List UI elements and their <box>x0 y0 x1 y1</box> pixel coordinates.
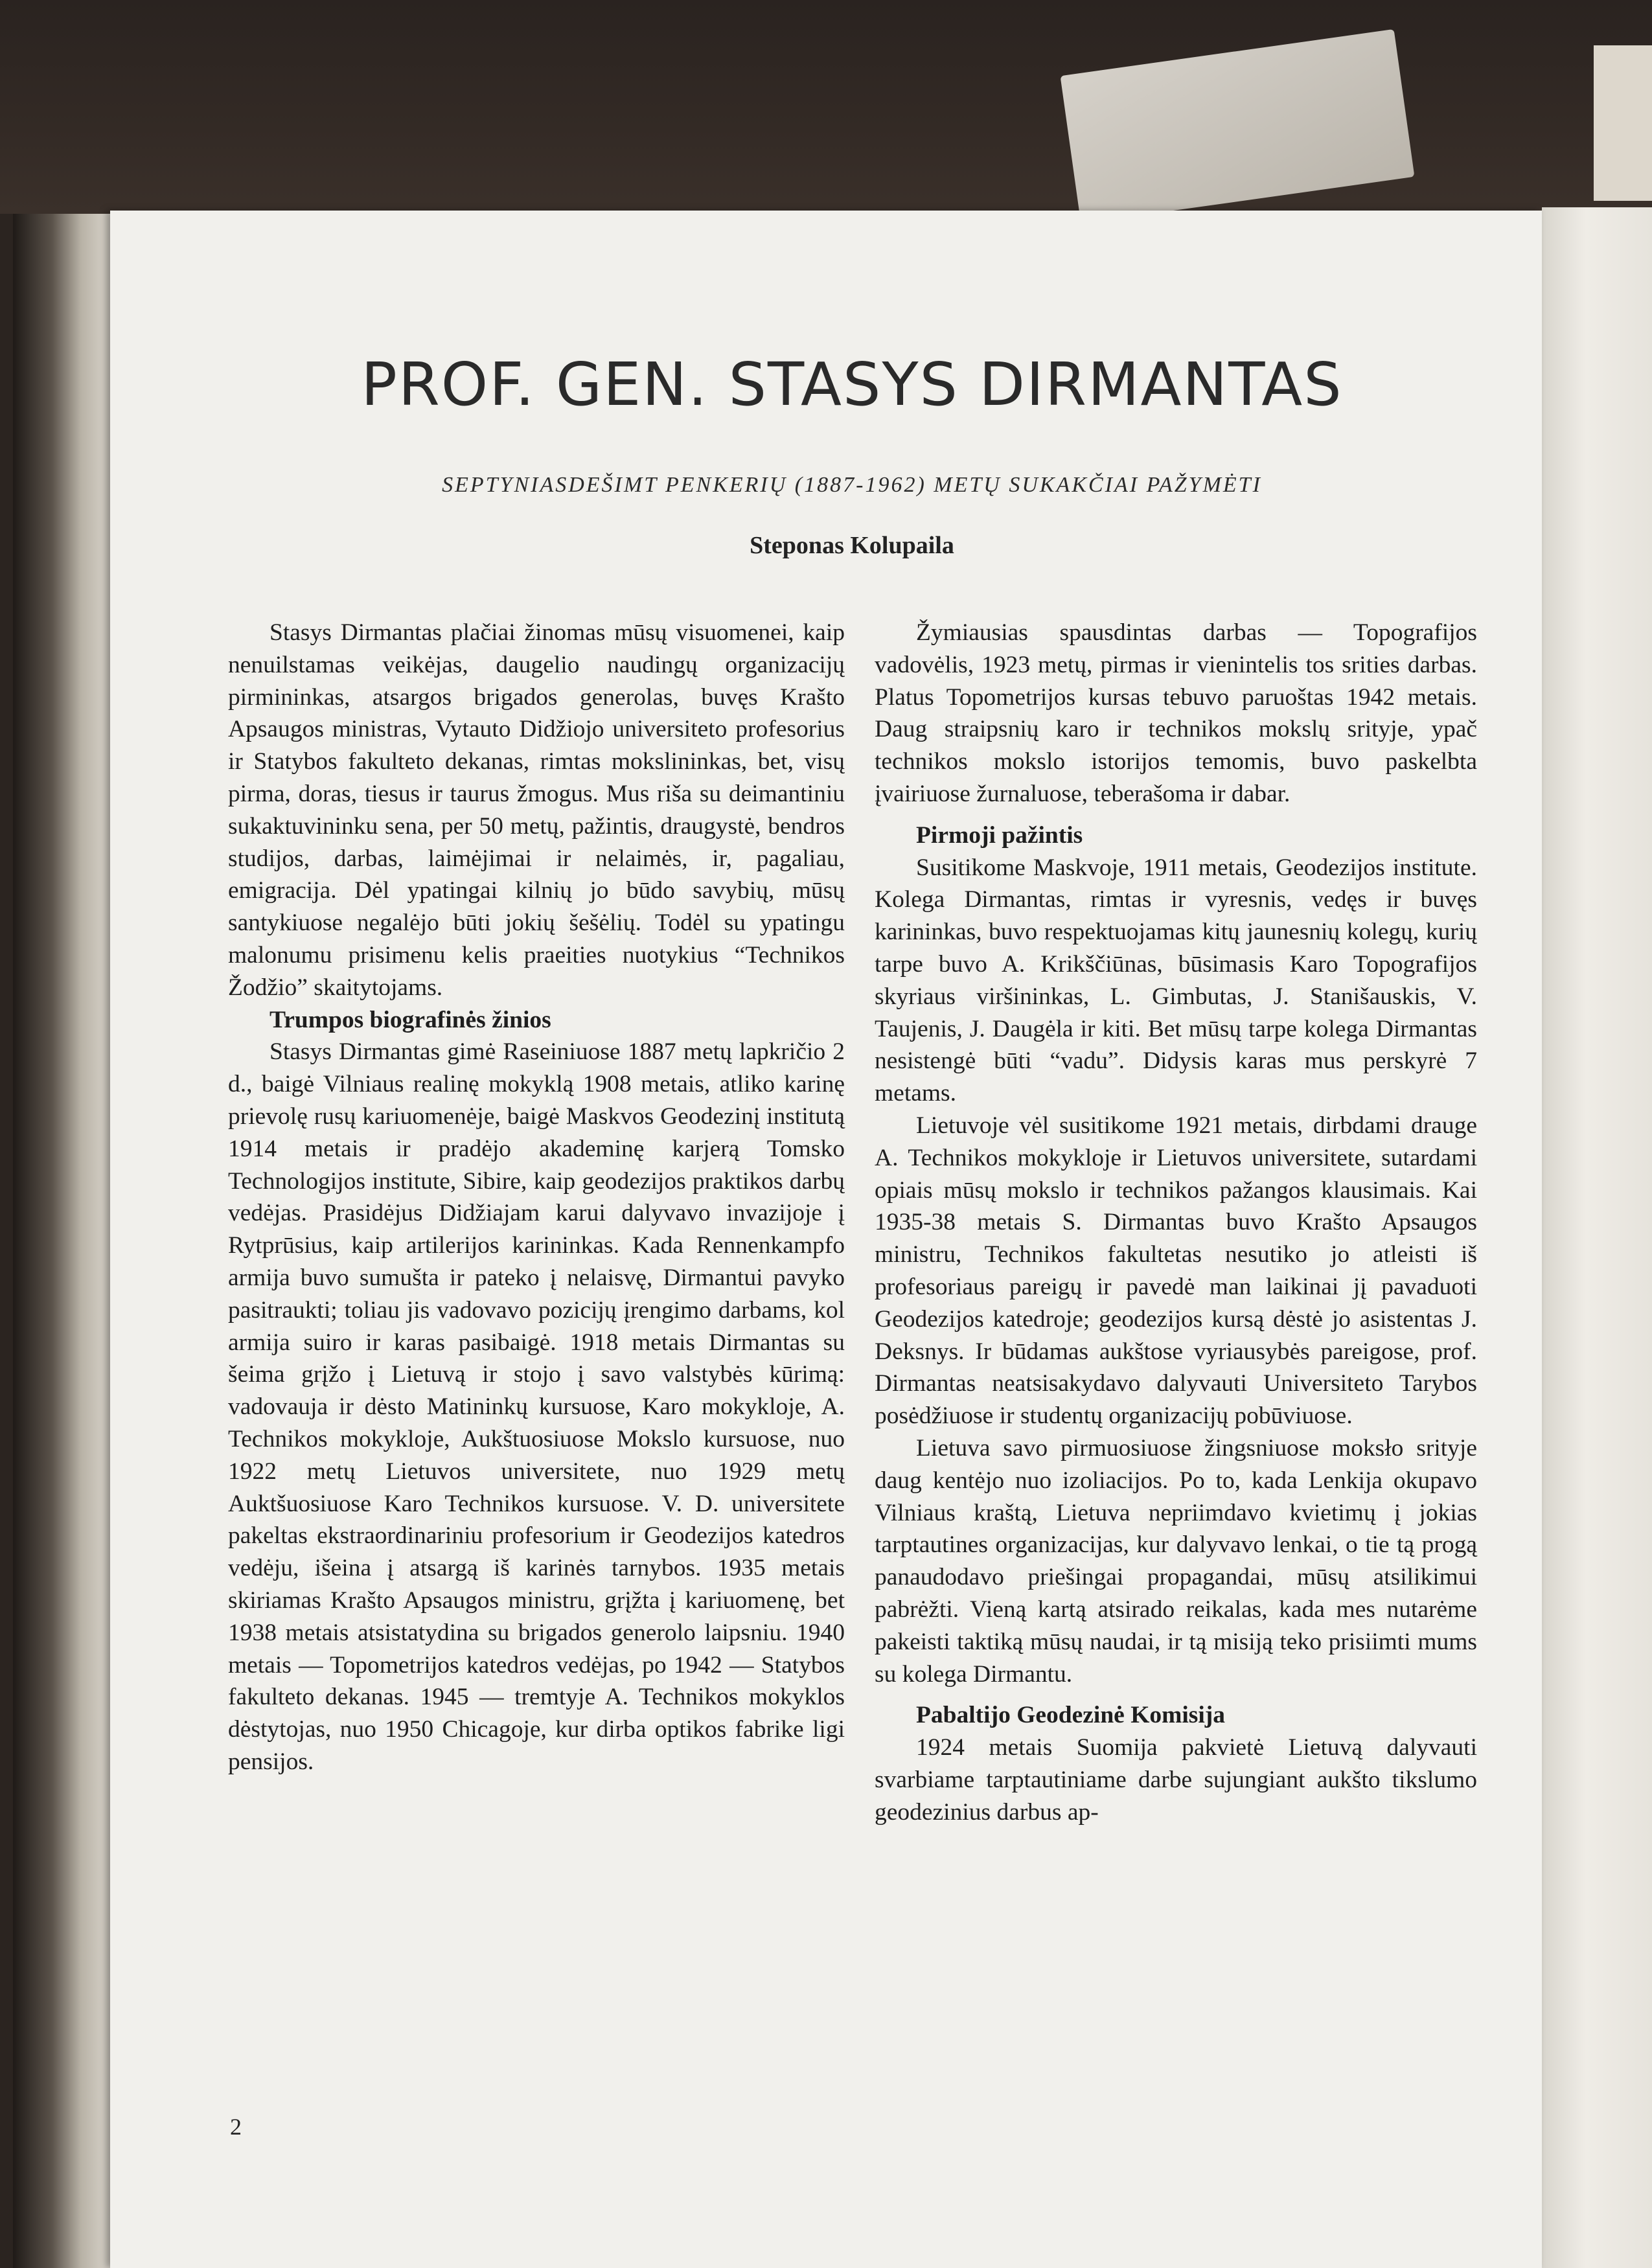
paragraph: Lietuva savo pirmuosiuose žingsniuose moksło srityje daug kentėjo nuo izoliacijos. Po to, kada Lenkija okupavo Vilniaus kraštą, Lietuva nepriimdavo kvietimų į jokias tarptautines organizacijas, kur dalyvavo lenkai, o tie tą progą panaudodavo priešingai propagandai, mūsų atsilikimui pabrėžti. Vieną kartą atsirado reikalas, kada mes nutarėme pakeisti taktiką mūsų naudai, ir tą misiją teko prisiimti mums su kolega Dirmantu. <box>875 1434 1477 1688</box>
article-title: PROF. GEN. STASYS DIRMANTAS <box>361 350 1343 419</box>
paragraph: Stasys Dirmantas gimė Raseiniuose 1887 metų lapkričio 2 d., baigė Vilniaus realinę mokyklą 1908 metais, atliko karinę prievolę rusų kariuomenėje, baigė Maskvos Geodezinį institutą 1914 metais ir pradėjo akademinę karjerą Tomsko Technologijos institute, Sibire, kaip geodezijos praktikos darbų vedėjas. Prasidėjus Didžiajam karui dalyvavo invazijoje į Rytprūsius, kaip artilerijos karininkas. Kada Rennenkampfo armija buvo sumušta ir pateko į nelaisvę, Dirmantui pavyko pasitraukti; toliau jis vadovavo pozicijų įrengimo darbams, kol armija suiro ir karas pasibaigė. 1918 metais Dirmantas su šeima grįžo į Lietuvą ir stojo į savo valstybės kūrimą: vadovauja ir dėsto Matininkų kursuose, Karo mokykloje, A. Technikos mokykloje, Aukštuosiuose Mokslo kursuose, nuo 1922 metų Lietuvos universitete, nuo 1929 metų Auktšuosiuose Karo Technikos kursuose. V. D. universitete pakeltas ekstraordinariniu profesorium ir Geodezijos katedros vedėju, išeina į atsargą iš karinės tarnybos. 1935 metais skiriamas Krašto Apsaugos ministru, grįžta į kariuomenę, bet 1938 metais atsistatydina su brigados generolo laipsniu. 1940 metais — Topometrijos katedros vedėjas, po 1942 — Statybos fakulteto dekanas. 1945 — tremtyje A. Technikos mokyklos dėstytojas, nuo 1950 Chicagoje, kur dirba optikos fabrike ligi pensijos. <box>228 1038 845 1775</box>
facing-page-edge <box>1542 207 1652 2268</box>
left-column <box>228 617 845 1778</box>
section-heading: Pirmoji pažintis <box>916 821 1083 849</box>
paragraph: Žymiausias spausdintas darbas — Topografijos vadovėlis, 1923 metų, pirmas ir vienintelis tos srities darbas. Platus Topometrijos kursas tebuvo paruoštas 1942 metais. Daug straipsnių karo ir technikos mokslų srityje, ypač technikos mokslo istorijos temomis, buvo paskelbta įvairiuose žurnaluose, teberašoma ir dabar. <box>875 619 1477 807</box>
right-column <box>875 617 1477 1828</box>
paragraph: Susitikome Maskvoje, 1911 metais, Geodezijos institute. Kolega Dirmantas, rimtas ir vyresnis, vedęs ir buvęs karininkas, buvo respektuojamas kitų jaunesnių kolegų, kurių tarpe buvo A. Krikščiūnas, būsimasis Karo Topografijos skyriaus viršininkas, L. Gimbutas, J. Stanišauskis, V. Taujenis, J. Daugėla ir kiti. Bet mūsų tarpe kolega Dirmantas nesistengė būti “vadu”. Didysis karas mus perskyrė 7 metams. <box>875 854 1477 1107</box>
article-author: Steponas Kolupaila <box>750 532 954 559</box>
book-spine-edge <box>13 214 110 2268</box>
paragraph: Stasys Dirmantas plačiai žinomas mūsų visuomenei, kaip nenuilstamas veikėjas, daugelio naudingų organizacijų pirmininkas, atsargos brigados generolas, buvęs Krašto Apsaugos ministras, Vytauto Didžiojo universiteto profesorius ir Statybos fakulteto dekanas, rimtas mokslininkas, bet, visų pirma, doras, tiesus ir taurus žmogus. Mus riša su deimantiniu sukaktuvininku sena, per 50 metų, pažintis, draugystė, bendros studijos, darbas, laimėjimai ir nelaimės, ir, pagaliau, emigracija. Dėl ypatingai kilnių jo būdo savybių, mūsų santykiuose negalėjo būti jokių šešėlių. Todėl su ypatingu malonumu prisimenu kelis praeities nuotykius “Technikos Žodžio” skaitytojams. <box>228 619 845 1001</box>
paragraph: 1924 metais Suomija pakvietė Lietuvą dalyvauti svarbiame tarptautiniame darbe sujungiant aukšto tikslumo geodezinius darbus ap- <box>875 1734 1477 1826</box>
section-heading: Pabaltijo Geodezinė Komisija <box>916 1702 1226 1729</box>
article-subtitle: SEPTYNIASDEŠIMT PENKERIŲ (1887-1962) METŲ SUKAKČIAI PAŽYMĖTI <box>442 473 1262 497</box>
page-number: 2 <box>230 2114 242 2140</box>
paragraph: Lietuvoje vėl susitikome 1921 metais, dirbdami drauge A. Technikos mokykloje ir Lietuvos universitete, sutardami opiais mūsų mokslo ir technikos pažangos klausimais. Kai 1935-38 metais S. Dirmantas buvo Krašto Apsaugos ministru, Technikos fakultetas nesutiko jo atleisti iš profesoriaus pareigų ir pavedė man laikinai jį pavaduoti Geodezijos katedroje; geodezijos kursą dėstė jo asistentas J. Deksnys. Ir būdamas aukštose vyriausybės pareigose, prof. Dirmantas neatsisakydavo dalyvauti Universiteto Tarybos posėdžiuose ir studentų organizacijų pobūviuose. <box>875 1112 1477 1430</box>
background-card <box>1594 45 1652 201</box>
section-heading: Trumpos biografinės žinios <box>270 1006 551 1033</box>
